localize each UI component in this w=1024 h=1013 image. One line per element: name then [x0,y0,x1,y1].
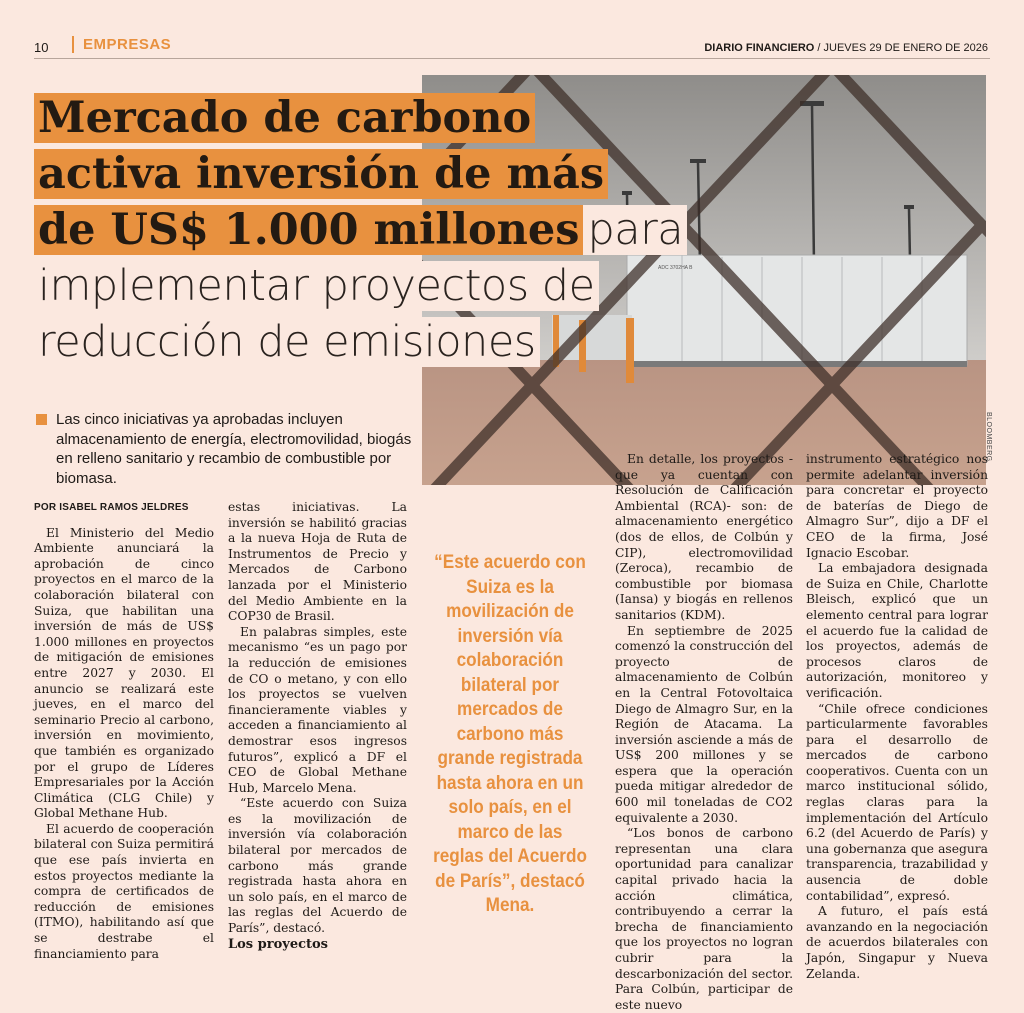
article-column-1 [34,500,214,962]
headline-bold-3: de US$ 1.000 millones [34,205,583,255]
subhead: Los proyectos [228,936,329,952]
summary [36,410,416,488]
headline-bold-1: Mercado de carbono [34,93,535,143]
headline-rest-2: implementar proyectos de [34,261,599,311]
paragraph: “Los bonos de carbono representan una clara oportunidad para canalizar capital privado hacia la acción climática, contribuyendo a cerrar la brecha de financiamiento que los proyectos no logran cubrir para la descarbonización del sector. Para Colbún, participar de este nuevo [615,826,793,1012]
headline [34,90,694,370]
paragraph: El acuerdo de cooperación bilateral con Suiza permitirá que ese país invierta en estos proyectos mediante la compra de certificados de reducción de emisiones (ITMO), habilitando así que se destrabe el financiamiento para [34,821,214,961]
paragraph: El Ministerio del Medio Ambiente anunciará la aprobación de cinco proyectos en el marco de la colaboración bilateral con Suiza, que habilitan una inversión de más de US$ 1.000 millones en proyectos de mitigación de emisiones entre 2027 y 2030. El anuncio se realizará este jueves, en el marco del seminario Precio al carbono, inversión en movimiento, que también es organizado por el grupo de Líderes Empresariales por la Acción Climática (CLG Chile) y Global Methane Hub. [34,525,214,821]
issue-date: / JUEVES 29 DE ENERO DE 2026 [814,42,988,54]
paragraph: En septiembre de 2025 comenzó la construcción del proyecto de almacenamiento de Colbún en la Central Fotovoltaica Diego de Almagro Sur, en la Región de Atacama. La inversión asciende a más de US$ 200 millones y se espera que la operación pueda mitigar alrededor de 600 mil toneladas de CO2 equivalente a 2030. [615,623,793,825]
newspaper-name: DIARIO FINANCIERO [704,42,815,54]
paragraph: La embajadora designada de Suiza en Chile, Charlotte Bleisch, explicó que un elemento central para lograr el acuerdo fue la calidad de los proyectos, además de procesos claros de autorización, monitoreo y verificación. [806,561,988,700]
summary-text: Las cinco iniciativas ya aprobadas incluyen almacenamiento de energía, electromovilidad, biogás en relleno sanitario y recambio de combustible por biomasa. [56,411,412,487]
paragraph: En detalle, los proyectos -que ya cuentan con Resolución de Calificación Ambiental (RCA)- son: de almacenamiento energético (dos de ellos, de Colbún y CIP), electromovilidad (Zeroca), recambio de combustible por biomasa (Iansa) y biogás en rellenos sanitarios (KDM). [615,452,793,622]
paragraph: “Este acuerdo con Suiza es la movilización de inversión vía colaboración bilateral por mercados de carbono más grande registrada hasta ahora en un solo país, en el marco de las reglas del Acuerdo de París”, destacó. [228,796,407,936]
paragraph: estas iniciativas. La inversión se habilitó gracias a la nueva Hoja de Ruta de Instrumentos de Precio y Mercados de Carbono lanzada por el Ministerio del Medio Ambiente en la COP30 de Brasil. [228,500,407,624]
page-number: 10 [34,40,49,55]
article-column-3 [615,452,793,1013]
paragraph: En palabras simples, este mecanismo “es un pago por la reducción de emisiones de CO o metano, y con ello los proyectos se vuelven financieramente viables y acceden a financiamiento al demostrar esos ingresos futuros”, explicó a DF el CEO de Global Methane Hub, Marcelo Mena. [228,624,407,795]
section-label: EMPRESAS [72,36,171,53]
header-rule [34,58,990,59]
photo-credit: BLOOMBERG [985,412,992,462]
paragraph: instrumento estratégico nos permite adelantar inversión para concretar el proyecto de baterías de Diego de Almagro Sur”, dijo a DF el CEO de la firma, José Ignacio Escobar. [806,452,988,560]
paragraph: A futuro, el país está avanzando en la negociación de acuerdos bilaterales con Japón, Singapur y Nueva Zelanda. [806,904,988,981]
headline-rest-1: para [583,205,687,255]
headline-rest-3: reducción de emisiones [34,317,540,367]
byline: POR ISABEL RAMOS JELDRES [34,502,189,513]
headline-bold-2: activa inversión de más [34,149,608,199]
article-column-2 [228,500,407,952]
pull-quote: “Este acuerdo con Suiza es la movilización de inversión vía colaboración bilateral por mercados de carbono más grande registrada hasta ahora en un solo país, en el marco de las reglas del Acuerdo de París”, destacó Mena. [433,551,587,916]
masthead [704,42,988,54]
container-label: ADC 3702HA B [658,265,693,271]
article-column-4 [806,452,988,982]
paragraph: “Chile ofrece condiciones particularmente favorables para el desarrollo de mercados de carbono cooperativos. Cuenta con un marco institucional sólido, reglas claras para la implementación del Artículo 6.2 (del Acuerdo de París) y una gobernanza que asegura transparencia, trazabilidad y ausencia de doble contabilidad”, expresó. [806,701,988,903]
summary-bullet-icon [36,414,47,425]
